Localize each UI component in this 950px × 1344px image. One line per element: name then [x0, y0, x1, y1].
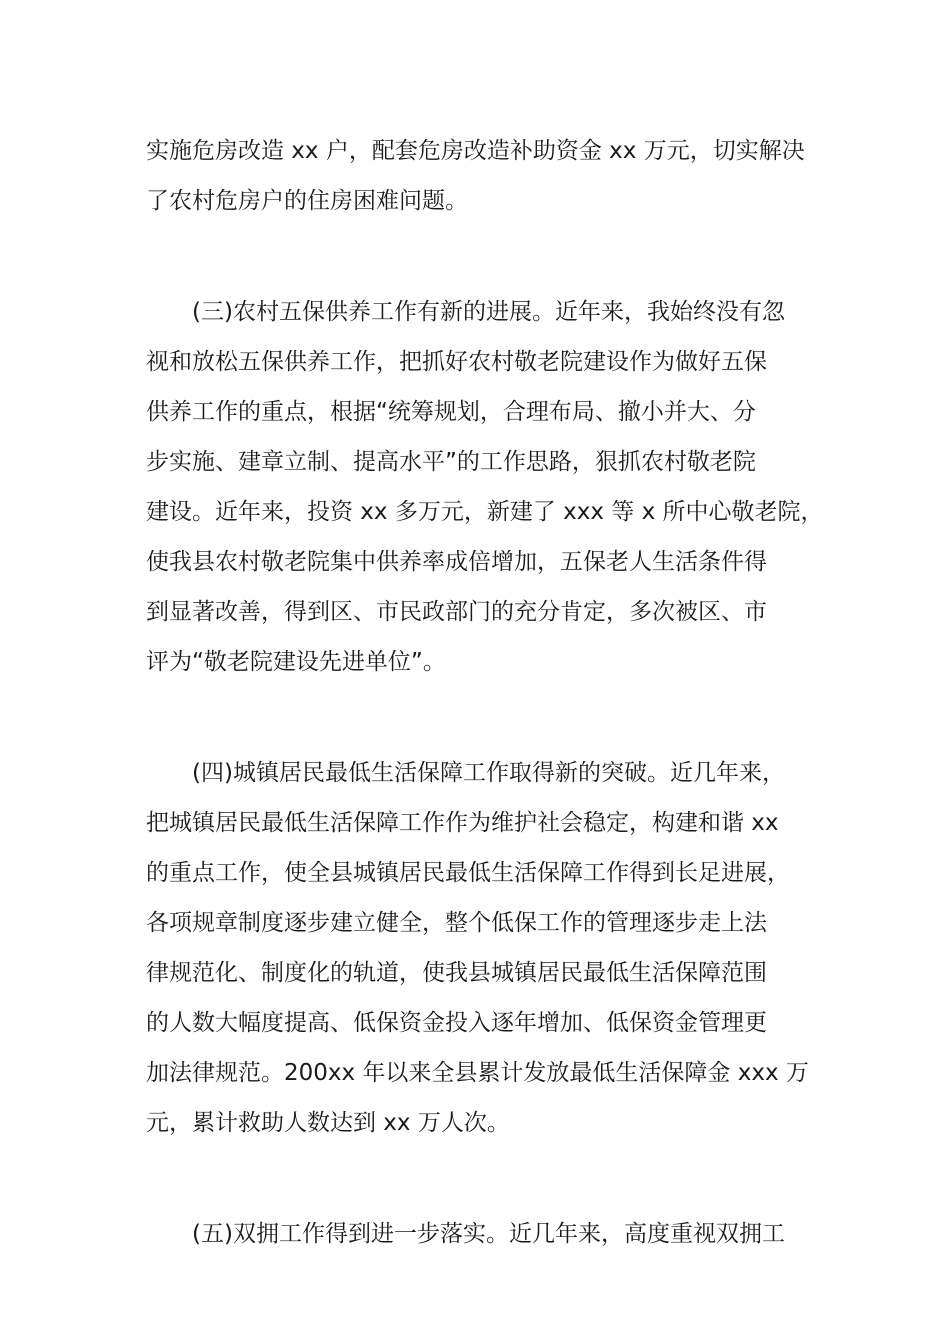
paragraph-spacer [146, 687, 826, 748]
text-line: 各项规章制度逐步建立健全，整个低保工作的管理逐步走上法 [146, 910, 767, 936]
text-line: 的重点工作，使全县城镇居民最低生活保障工作得到长足进展， [146, 860, 790, 886]
text-line: 供养工作的重点，根据“统筹规划，合理布局、撤小并大、分 [146, 399, 756, 425]
text-line: 了农村危房户的住房困难问题。 [146, 188, 468, 214]
text-line: 律规范化、制度化的轨道，使我县城镇居民最低生活保障范围 [146, 960, 767, 986]
text-line: (三)农村五保供养工作有新的进展。近年来，我始终没有忽 [192, 299, 785, 325]
document-page [146, 126, 826, 1259]
text-line: 实施危房改造 xx 户，配套危房改造补助资金 xx 万元，切实解决 [146, 138, 805, 164]
text-line: (五)双拥工作得到进一步落实。近几年来，高度重视双拥工 [192, 1221, 785, 1247]
paragraph-spacer [146, 226, 826, 287]
text-line: 步实施、建章立制、提高水平”的工作思路，狠抓农村敬老院 [146, 449, 756, 475]
text-line: (四)城镇居民最低生活保障工作取得新的突破。近几年来， [192, 760, 785, 786]
paragraph-minimum-living-security [146, 748, 826, 1148]
text-line: 使我县农村敬老院集中供养率成倍增加，五保老人生活条件得 [146, 549, 767, 575]
paragraph-spacer [146, 1148, 826, 1209]
text-line: 的人数大幅度提高、低保资金投入逐年增加、低保资金管理更 [146, 1010, 767, 1036]
paragraph-dual-support [146, 1209, 826, 1259]
text-line: 元，累计救助人数达到 xx 万人次。 [146, 1110, 510, 1136]
text-line: 评为“敬老院建设先进单位”。 [146, 649, 446, 675]
text-line: 视和放松五保供养工作，把抓好农村敬老院建设作为做好五保 [146, 349, 767, 375]
text-line: 建设。近年来，投资 xx 多万元，新建了 xxx 等 x 所中心敬老院， [146, 499, 824, 525]
paragraph-five-guarantees [146, 287, 826, 687]
text-line: 把城镇居民最低生活保障工作作为维护社会稳定，构建和谐 xx [146, 810, 779, 836]
text-line: 加法律规范。200xx 年以来全县累计发放最低生活保障金 xxx 万 [146, 1060, 809, 1086]
text-line: 到显著改善，得到区、市民政部门的充分肯定，多次被区、市 [146, 599, 767, 625]
paragraph-housing-continued [146, 126, 826, 226]
